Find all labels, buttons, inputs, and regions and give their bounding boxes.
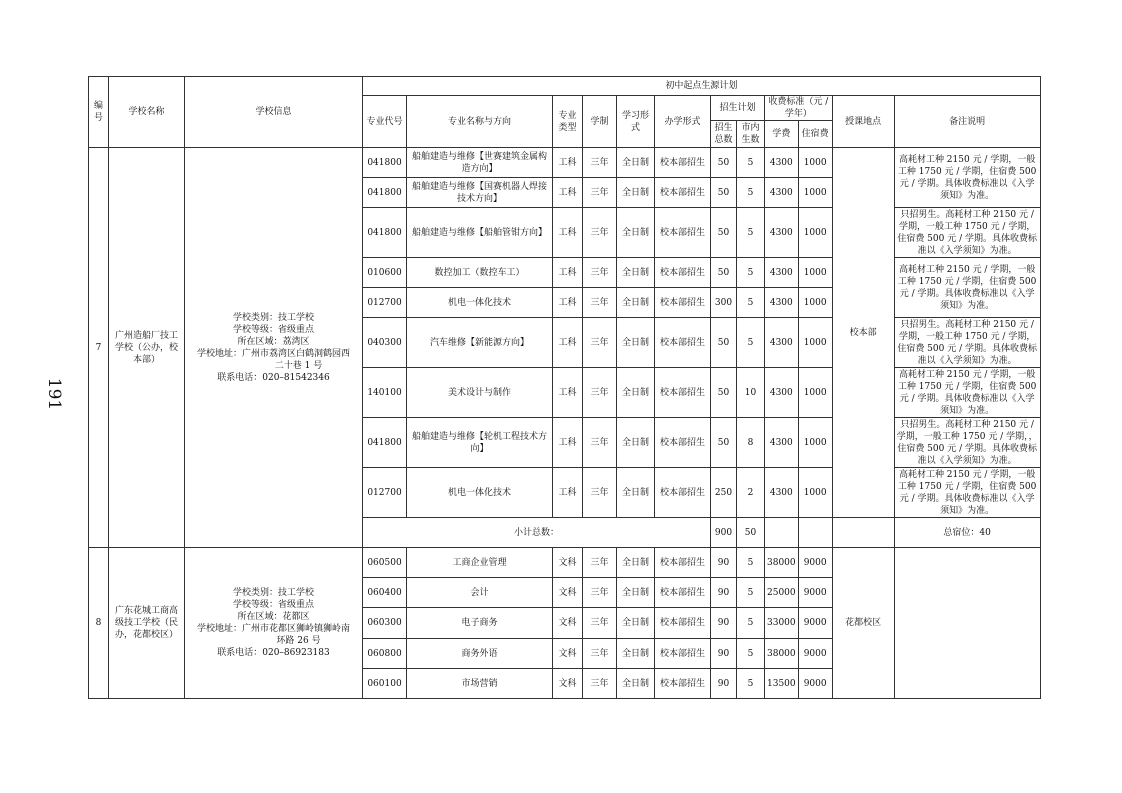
major-type: 文科 xyxy=(553,548,583,578)
major-type: 工科 xyxy=(553,148,583,178)
run-form: 校本部招生 xyxy=(655,639,711,669)
study-form: 全日制 xyxy=(617,639,655,669)
dorm-fee: 1000 xyxy=(798,368,832,418)
enroll-total: 250 xyxy=(711,468,737,518)
enroll-total: 50 xyxy=(711,208,737,258)
run-form: 校本部招生 xyxy=(655,208,711,258)
header-enroll-plan: 招生计划 xyxy=(711,96,765,121)
header-major-type: 专业类型 xyxy=(553,96,583,148)
duration: 三年 xyxy=(583,548,617,578)
school-name: 广州造船厂技工学校（公办，校本部） xyxy=(109,148,185,548)
duration: 三年 xyxy=(583,418,617,468)
study-form: 全日制 xyxy=(617,548,655,578)
header-school-name: 学校名称 xyxy=(109,77,185,148)
major-code: 041800 xyxy=(363,178,407,208)
header-tuition: 学费 xyxy=(765,121,799,148)
dorm-fee: 1000 xyxy=(798,288,832,318)
tuition: 38000 xyxy=(765,548,799,578)
major-type: 文科 xyxy=(553,578,583,608)
city-count: 5 xyxy=(737,548,765,578)
remark: 只招男生。高耗材工种 2150 元 / 学期，一般工种 1750 元 / 学期，住宿费 500 元 / 学期。具体收费标准以《入学须知》为准。 xyxy=(894,208,1040,258)
enroll-total: 90 xyxy=(711,578,737,608)
enroll-total: 90 xyxy=(711,608,737,639)
major-name: 机电一体化技术 xyxy=(407,288,553,318)
major-name: 船舶建造与维修【国赛机器人焊接技术方向】 xyxy=(407,178,553,208)
major-code: 060500 xyxy=(363,548,407,578)
city-count: 8 xyxy=(737,418,765,468)
teaching-location: 校本部 xyxy=(832,148,894,518)
enroll-total: 90 xyxy=(711,669,737,699)
major-code: 012700 xyxy=(363,468,407,518)
enrollment-table xyxy=(88,76,1041,699)
study-form: 全日制 xyxy=(617,208,655,258)
city-count: 5 xyxy=(737,639,765,669)
school-info xyxy=(185,548,363,699)
run-form: 校本部招生 xyxy=(655,148,711,178)
header-city: 市内生数 xyxy=(737,121,765,148)
school-info-district: 所在区域：荔湾区 xyxy=(237,336,310,347)
run-form: 校本部招生 xyxy=(655,368,711,418)
major-code: 060800 xyxy=(363,639,407,669)
duration: 三年 xyxy=(583,208,617,258)
major-name: 市场营销 xyxy=(407,669,553,699)
major-type: 工科 xyxy=(553,208,583,258)
header-no: 编号 xyxy=(89,77,109,148)
run-form: 校本部招生 xyxy=(655,418,711,468)
enroll-total: 90 xyxy=(711,639,737,669)
major-name: 机电一体化技术 xyxy=(407,468,553,518)
dorm-fee: 9000 xyxy=(798,548,832,578)
dorm-fee: 1000 xyxy=(798,258,832,288)
header-major-code: 专业代号 xyxy=(363,96,407,148)
school-no: 7 xyxy=(89,148,109,548)
major-type: 工科 xyxy=(553,258,583,288)
dorm-fee: 9000 xyxy=(798,639,832,669)
major-type: 工科 xyxy=(553,418,583,468)
school-name: 广东花城工商高级技工学校（民办，花都校区） xyxy=(109,548,185,699)
subtotal-total: 900 xyxy=(711,518,737,548)
city-count: 10 xyxy=(737,368,765,418)
school-info-type: 学校类别：技工学校 xyxy=(232,588,314,598)
major-name: 船舶建造与维修【船舶管钳方向】 xyxy=(407,208,553,258)
teaching-location: 花都校区 xyxy=(832,548,894,699)
city-count: 2 xyxy=(737,468,765,518)
enroll-total: 50 xyxy=(711,368,737,418)
header-school-info: 学校信息 xyxy=(185,77,363,148)
study-form: 全日制 xyxy=(617,418,655,468)
major-name: 会计 xyxy=(407,578,553,608)
duration: 三年 xyxy=(583,669,617,699)
enroll-total: 300 xyxy=(711,288,737,318)
header-total: 招生总数 xyxy=(711,121,737,148)
dorm-fee: 1000 xyxy=(798,318,832,368)
study-form: 全日制 xyxy=(617,669,655,699)
table-row xyxy=(89,148,1041,178)
tuition: 13500 xyxy=(765,669,799,699)
tuition: 38000 xyxy=(765,639,799,669)
study-form: 全日制 xyxy=(617,288,655,318)
page-number: 191 xyxy=(44,377,64,411)
header-remarks: 备注说明 xyxy=(894,96,1040,148)
major-code: 060400 xyxy=(363,578,407,608)
header-dorm: 住宿费 xyxy=(798,121,832,148)
school-info-address-cont: 环路 26 号 xyxy=(276,636,321,646)
major-name: 美术设计与制作 xyxy=(407,368,553,418)
tuition: 4300 xyxy=(765,368,799,418)
dorm-fee: 1000 xyxy=(798,468,832,518)
study-form: 全日制 xyxy=(617,258,655,288)
run-form: 校本部招生 xyxy=(655,318,711,368)
tuition: 4300 xyxy=(765,418,799,468)
duration: 三年 xyxy=(583,288,617,318)
dorm-fee: 9000 xyxy=(798,578,832,608)
school-info-level: 学校等级：省级重点 xyxy=(232,600,314,610)
study-form: 全日制 xyxy=(617,608,655,639)
run-form: 校本部招生 xyxy=(655,578,711,608)
study-form: 全日制 xyxy=(617,148,655,178)
dorm-fee: 9000 xyxy=(798,669,832,699)
major-type: 文科 xyxy=(553,669,583,699)
major-name: 船舶建造与维修【世赛建筑金属构造方向】 xyxy=(407,148,553,178)
duration: 三年 xyxy=(583,578,617,608)
tuition: 4300 xyxy=(765,148,799,178)
major-name: 汽车维修【新能源方向】 xyxy=(407,318,553,368)
header-location: 授课地点 xyxy=(832,96,894,148)
tuition: 4300 xyxy=(765,208,799,258)
duration: 三年 xyxy=(583,178,617,208)
remark: 只招男生。高耗材工种 2150 元 / 学期，一般工种 1750 元 / 学期，住宿费 500 元 / 学期。具体收费标准以《入学须知》为准。 xyxy=(894,318,1040,368)
study-form: 全日制 xyxy=(617,468,655,518)
major-name: 船舶建造与维修【轮机工程技术方向】 xyxy=(407,418,553,468)
major-code: 040300 xyxy=(363,318,407,368)
school-info-type: 学校类别：技工学校 xyxy=(232,312,314,323)
subtotal-label: 小计总数： xyxy=(363,518,711,548)
major-name: 商务外语 xyxy=(407,639,553,669)
duration: 三年 xyxy=(583,318,617,368)
run-form: 校本部招生 xyxy=(655,258,711,288)
dorm-fee: 1000 xyxy=(798,208,832,258)
major-name: 数控加工（数控车工） xyxy=(407,258,553,288)
city-count: 5 xyxy=(737,148,765,178)
run-form: 校本部招生 xyxy=(655,548,711,578)
major-code: 041800 xyxy=(363,418,407,468)
remark: 高耗材工种 2150 元 / 学期，一般工种 1750 元 / 学期，住宿费 500 元 / 学期。具体收费标准以《入学须知》为准。 xyxy=(894,468,1040,518)
major-code: 140100 xyxy=(363,368,407,418)
tuition: 25000 xyxy=(765,578,799,608)
school-no: 8 xyxy=(89,548,109,699)
run-form: 校本部招生 xyxy=(655,669,711,699)
run-form: 校本部招生 xyxy=(655,178,711,208)
tuition: 4300 xyxy=(765,318,799,368)
dorm-fee: 1000 xyxy=(798,148,832,178)
major-name: 电子商务 xyxy=(407,608,553,639)
header-plan-group: 初中起点生源计划 xyxy=(363,77,1041,96)
enroll-total: 50 xyxy=(711,418,737,468)
remark: 高耗材工种 2150 元 / 学期，一般工种 1750 元 / 学期，住宿费 500 元 / 学期。具体收费标准以《入学须知》为准。 xyxy=(894,258,1040,318)
major-code: 010600 xyxy=(363,258,407,288)
major-type: 工科 xyxy=(553,368,583,418)
school-info-address-cont: 二十巷 1 号 xyxy=(274,360,323,371)
school-info-district: 所在区域：花都区 xyxy=(237,612,310,622)
major-code: 041800 xyxy=(363,208,407,258)
major-type: 工科 xyxy=(553,318,583,368)
study-form: 全日制 xyxy=(617,178,655,208)
duration: 三年 xyxy=(583,608,617,639)
city-count: 5 xyxy=(737,669,765,699)
subtotal-note: 总宿位：40 xyxy=(894,518,1040,548)
tuition: 33000 xyxy=(765,608,799,639)
enroll-total: 50 xyxy=(711,258,737,288)
remark: 只招男生。高耗材工种 2150 元 / 学期，一般工种 1750 元 / 学期，，住宿费 500 元 / 学期。具体收费标准以《入学须知》为准。 xyxy=(894,418,1040,468)
header-duration: 学制 xyxy=(583,96,617,148)
tuition: 4300 xyxy=(765,288,799,318)
school-info-address: 学校地址：广州市花都区狮岭镇狮岭南 xyxy=(196,624,350,634)
city-count: 5 xyxy=(737,178,765,208)
major-name: 工商企业管理 xyxy=(407,548,553,578)
run-form: 校本部招生 xyxy=(655,468,711,518)
subtotal-empty-3 xyxy=(832,518,894,548)
study-form: 全日制 xyxy=(617,578,655,608)
major-code: 060300 xyxy=(363,608,407,639)
city-count: 5 xyxy=(737,578,765,608)
run-form: 校本部招生 xyxy=(655,288,711,318)
remark: 高耗材工种 2150 元 / 学期，一般工种 1750 元 / 学期，住宿费 500 元 / 学期。具体收费标准以《入学须知》为准。 xyxy=(894,148,1040,208)
city-count: 5 xyxy=(737,258,765,288)
major-type: 工科 xyxy=(553,288,583,318)
major-code: 041800 xyxy=(363,148,407,178)
school-info-phone: 联系电话：020–81542346 xyxy=(217,372,330,383)
major-type: 工科 xyxy=(553,468,583,518)
city-count: 5 xyxy=(737,608,765,639)
school-info-level: 学校等级：省级重点 xyxy=(232,324,314,335)
enroll-total: 90 xyxy=(711,548,737,578)
school-info-phone: 联系电话：020–86923183 xyxy=(217,648,330,658)
enroll-total: 50 xyxy=(711,318,737,368)
major-code: 060100 xyxy=(363,669,407,699)
run-form: 校本部招生 xyxy=(655,608,711,639)
tuition: 4300 xyxy=(765,258,799,288)
header-study-form: 学习形式 xyxy=(617,96,655,148)
school-info-address: 学校地址：广州市荔湾区白鹤洞鹤园西 xyxy=(196,348,350,359)
table-row xyxy=(89,548,1041,578)
tuition: 4300 xyxy=(765,468,799,518)
subtotal-city: 50 xyxy=(737,518,765,548)
city-count: 5 xyxy=(737,288,765,318)
major-type: 文科 xyxy=(553,608,583,639)
duration: 三年 xyxy=(583,368,617,418)
dorm-fee: 1000 xyxy=(798,418,832,468)
duration: 三年 xyxy=(583,148,617,178)
duration: 三年 xyxy=(583,639,617,669)
remark: 高耗材工种 2150 元 / 学期，一般工种 1750 元 / 学期，住宿费 500 元 / 学期。具体收费标准以《入学须知》为准。 xyxy=(894,368,1040,418)
header-fee-standard: 收费标准（元 / 学年） xyxy=(765,96,833,121)
study-form: 全日制 xyxy=(617,318,655,368)
enroll-total: 50 xyxy=(711,148,737,178)
major-type: 工科 xyxy=(553,178,583,208)
study-form: 全日制 xyxy=(617,368,655,418)
enroll-total: 50 xyxy=(711,178,737,208)
remark xyxy=(894,548,1040,699)
subtotal-empty-1 xyxy=(765,518,799,548)
header-major-name: 专业名称与方向 xyxy=(407,96,553,148)
duration: 三年 xyxy=(583,258,617,288)
dorm-fee: 1000 xyxy=(798,178,832,208)
city-count: 5 xyxy=(737,208,765,258)
school-info xyxy=(185,148,363,548)
subtotal-empty-2 xyxy=(798,518,832,548)
city-count: 5 xyxy=(737,318,765,368)
duration: 三年 xyxy=(583,468,617,518)
tuition: 4300 xyxy=(765,178,799,208)
dorm-fee: 9000 xyxy=(798,608,832,639)
header-run-form: 办学形式 xyxy=(655,96,711,148)
major-code: 012700 xyxy=(363,288,407,318)
major-type: 文科 xyxy=(553,639,583,669)
